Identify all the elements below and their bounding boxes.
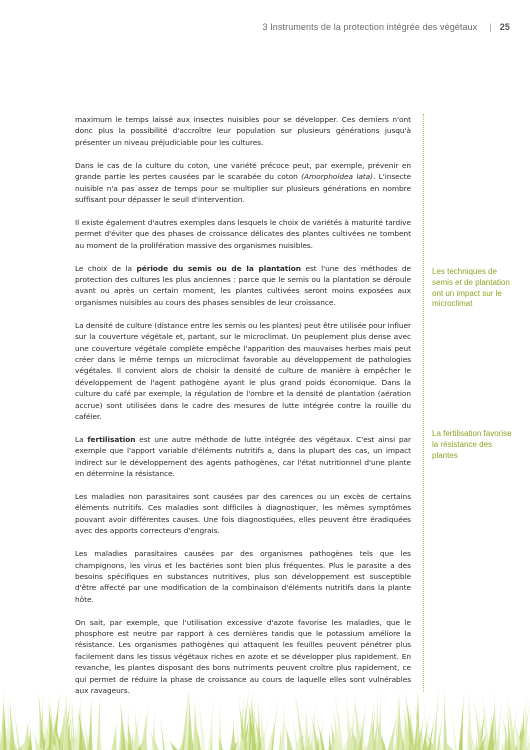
paragraph-7: Les maladies non parasitaires sont causées par des carences ou un excès de certains éléments nutritifs. Ces maladies sont difficiles à diagnostiquer, les mêmes symptômes pouvant avoir différentes causes. Une fois diagnostiquées, elles peuvent être éradiquées avec des apports correcteurs d'engrais. <box>75 491 411 536</box>
header-separator: | <box>489 22 492 32</box>
paragraph-4: Le choix de la période du semis ou de la plantation est l'une des méthodes de protection des cultures les plus anciennes : parce que le semis ou la plantation se déroule avant ou après un certain moment, les plantes cultivées seront moins exposées aux organismes nuisibles au cours des phases sensibles de leur croissance. <box>75 263 411 307</box>
grass-decoration <box>0 680 530 750</box>
paragraph-9: On sait, par exemple, que l'utilisation excessive d'azote favorise les maladies, que le phosphore est neutre par rapport à ces dernières tandis que le potassium améliore la résistance. Les organismes pathogènes qui attaquent les feuilles peuvent pénétrer plus facilement dans les tissus végétaux riches en azote et se développer plus rapidement. En revanche, les plantes disposant des bons nutriments peuvent croître plus rapidement, ce qui permet de réduire la phase de croissance au cours de laquelle elles sont vulnérables aux ravageurs. <box>75 617 411 696</box>
grass-blade <box>160 716 165 750</box>
grass-blade <box>284 724 292 750</box>
margin-dotted-rule <box>423 114 424 692</box>
grass-blade <box>135 710 141 750</box>
grass-blade <box>251 699 256 750</box>
grass-blade <box>473 698 482 750</box>
page-number: 25 <box>499 22 510 32</box>
species-name: (Amorphoidea lata) <box>301 172 373 182</box>
grass-blade <box>432 688 439 750</box>
keyword-semis: période du semis ou de la plantation <box>136 263 301 273</box>
sidenote-semis: Les techniques de semis et de plantation ont un impact sur le microclimat <box>432 267 510 309</box>
grass-blade <box>449 698 457 750</box>
grass-blade <box>437 708 445 750</box>
paragraph-6: La fertilisation est une autre méthode de lutte intégrée des végétaux. C'est ainsi par exemple que l'apport variable d'éléments nutritifs a, dans la plupart des cas, un impact indirect sur le développement des agents pathogènes, car l'état nutritionnel d'une plante en détermine la résistance. <box>75 434 411 479</box>
grass-blade <box>32 730 40 750</box>
chapter-title: 3 Instruments de la protection intégrée des végétaux <box>262 22 478 32</box>
grass-blade <box>111 720 117 750</box>
grass-blade <box>208 694 214 750</box>
grass-blade <box>496 697 502 750</box>
paragraph-8: Les maladies parasitaires causées par des organismes pathogènes tels que les champignons, les virus et les bactéries sont bien plus fréquentes. Plus le parasite a des besoins spécifiques en substances nutritives, plus son développement est susceptible d'être affecté par une modification de la combinaison d'éléments nutritifs dans la plante hôte. <box>75 549 411 604</box>
grass-blade <box>271 692 279 750</box>
body-text <box>75 114 411 708</box>
keyword-fertilisation: fertilisation <box>87 434 136 444</box>
grass-blade <box>168 740 178 750</box>
grass-blade <box>9 696 15 750</box>
running-header <box>263 22 511 32</box>
paragraph-1: maximum le temps laissé aux insectes nuisibles pour se développer. Ces derniers n'ont donc plus la possibilité d'accroître leur population sur plusieurs générations jusqu'à présenter un niveau préjudiciable pour les cultures. <box>75 115 411 147</box>
grass-blade <box>443 690 447 750</box>
grass-blade <box>328 728 331 750</box>
grass-blade <box>88 698 93 750</box>
paragraph-3: Il existe également d'autres exemples dans lesquels le choix de variétés à maturité tardive permet d'éviter que des phases de croissance délicates des plantes cultivées ne tombent au moment de la prolifération massive des organismes nuisibles. <box>75 217 411 250</box>
paragraph-2: Dans le cas de la culture du coton, une variété précoce peut, par exemple, prévenir en grande partie les pertes causées par le scarabée du coton (Amorphoidea lata). L'insecte nuisible n'a pas assez de temps pour se multiplier sur plusieurs générations en nombre suffisant pour dépasser le seuil d'intervention. <box>75 160 411 204</box>
grass-blade <box>459 693 464 750</box>
paragraph-5: La densité de culture (distance entre les semis ou les plantes) peut être utilisée pour influer sur la couverture végétale et, partant, sur le microclimat. Un peuplement plus dense avec une couverture végétale complète empêche l'apparition des mauvaises herbes mais peut créer dans le même temps un microclimat favorable au développement de pathologies végétales. Il convient alors de choisir la densité de culture de manière à empêcher le développement de l'agent pathogène ayant le plus grand poids économique. Dans la culture du café par exemple, la régulation de l'ombre et la densité de plantation (aération accrue) sont utilisées dans le cadre des mesures de lutte intégrée contre la rouille du caféier. <box>75 320 411 421</box>
sidenote-fertilisation: La fertilisation favorise la résistance des plantes <box>432 429 512 460</box>
grass-blade <box>494 689 497 750</box>
